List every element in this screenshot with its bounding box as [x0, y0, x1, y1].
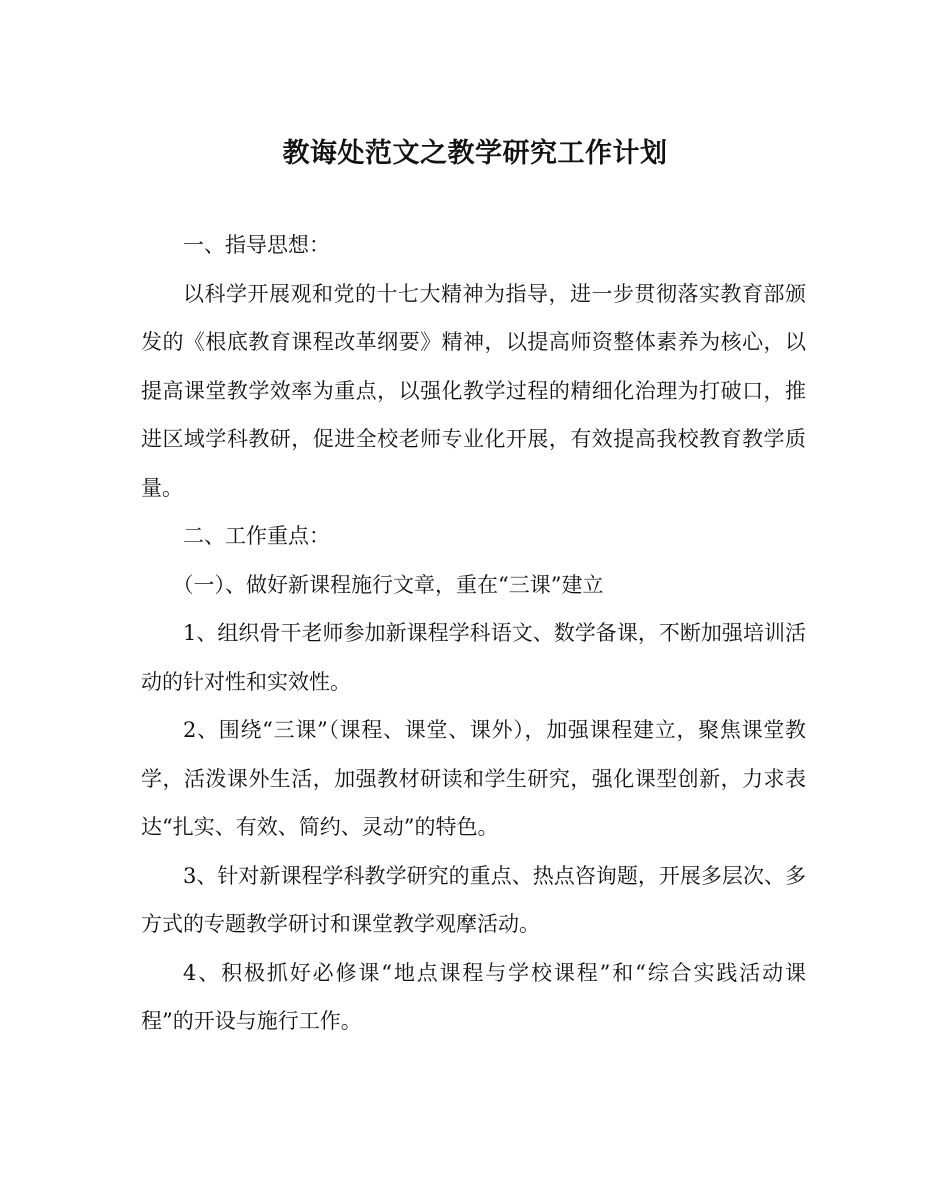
section-heading-guiding-thought: 一、指导思想：	[183, 233, 330, 257]
subsection-heading-1: （一）、做好新课程施行文章，重在“三课”建立	[172, 572, 604, 597]
document-title: 教诲处范文之教学研究工作计划	[282, 138, 668, 169]
list-item-3: 3、针对新课程学科教学研究的重点、热点咨询题，开展多层次、多方式的专题教学研讨和课堂教学观摩活动。	[141, 863, 806, 936]
document-body	[141, 221, 806, 1046]
section-heading-work-focus: 二、工作重点：	[183, 524, 330, 548]
list-item-1: 1、组织骨干老师参加新课程学科语文、数学备课，不断加强培训活动的针对性和实效性。	[141, 621, 806, 694]
list-item-4: 4、积极抓好必修课“地点课程与学校课程”和“综合实践活动课程”的开设与施行工作。	[141, 960, 806, 1033]
list-item-2: 2、围绕“三课”（课程、课堂、课外），加强课程建立，聚焦课堂教学，活泼课外生活，加强教材研读和学生研究，强化课型创新，力求表达“扎实、有效、简约、灵动”的特色。	[141, 718, 806, 839]
paragraph-guiding-thought: 以科学开展观和党的十七大精神为指导，进一步贯彻落实教育部颁发的《根底教育课程改革纲要》精神，以提高师资整体素养为核心，以提高课堂教学效率为重点，以强化教学过程的精细化治理为打破口，推进区域学科教研，促进全校老师专业化开展，有效提高我校教育教学质量。	[141, 281, 806, 500]
